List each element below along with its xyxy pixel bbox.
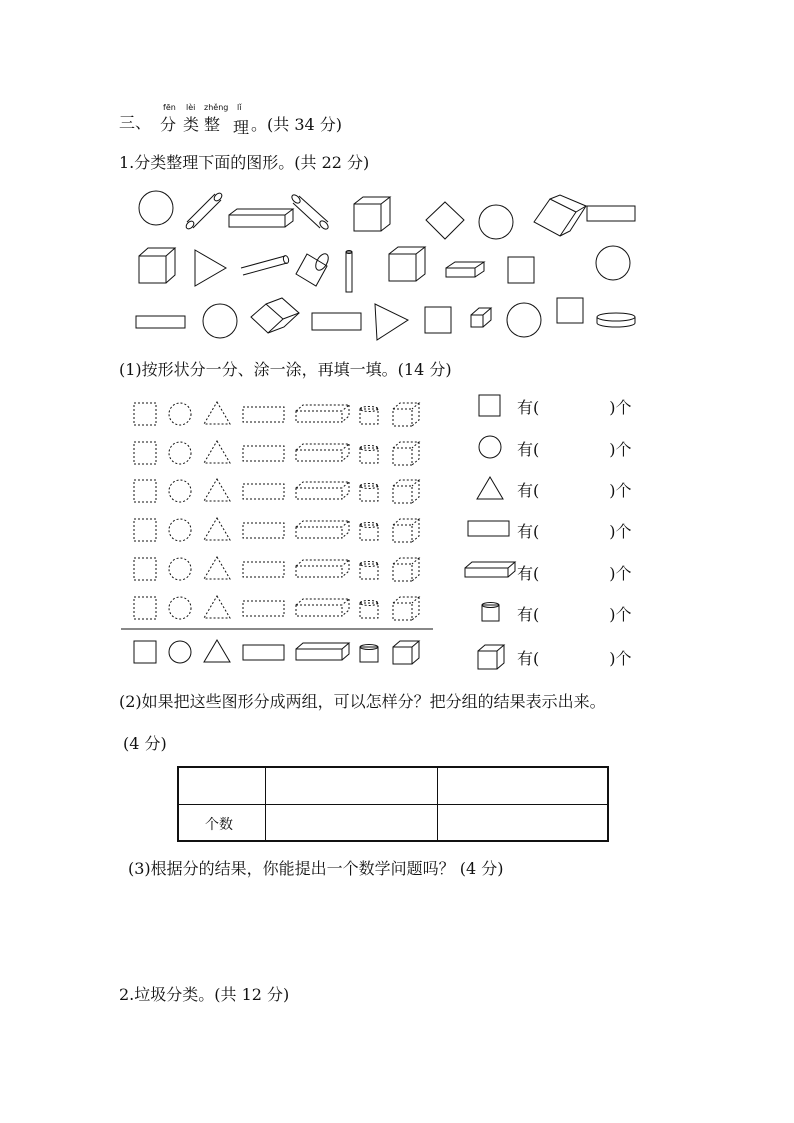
grid-row-6 xyxy=(134,596,419,620)
count-prefix: 有( xyxy=(517,398,540,417)
count-row-cuboid xyxy=(517,561,632,584)
section-score: 。(共 34 分) xyxy=(251,115,343,134)
cylinder-icon xyxy=(482,603,499,622)
count-suffix: )个 xyxy=(609,605,632,624)
count-prefix: 有( xyxy=(517,481,540,500)
count-row-rectangle xyxy=(517,519,632,542)
cuboid-icon xyxy=(465,562,515,577)
count-suffix: )个 xyxy=(609,522,632,541)
grid-label-row xyxy=(134,640,419,664)
section-char-lei: 类 xyxy=(183,115,200,134)
grid-row-4 xyxy=(134,518,419,542)
count-prefix: 有( xyxy=(517,605,540,624)
q1-part2-line2: (4 分) xyxy=(123,734,167,753)
cube-icon xyxy=(478,645,504,669)
count-suffix: )个 xyxy=(609,481,632,500)
count-row-circle xyxy=(517,437,632,460)
pinyin-fen: fēn xyxy=(163,103,176,112)
q1-part1: (1)按形状分一分、涂一涂，再填一填。(14 分) xyxy=(119,360,452,379)
grid-row-3 xyxy=(134,479,419,503)
q2-title: 2.垃圾分类。(共 12 分) xyxy=(119,985,290,1004)
count-row-triangle xyxy=(517,478,632,501)
pinyin-lei: lèi xyxy=(186,103,196,112)
table-group-1-header[interactable] xyxy=(266,768,437,804)
q1-part3: (3)根据分的结果，你能提出一个数学问题吗？ (4 分) xyxy=(128,859,504,878)
section-char-zheng: 整 xyxy=(204,115,221,134)
count-prefix: 有( xyxy=(517,649,540,668)
pinyin-zheng: zhěng xyxy=(204,103,229,112)
pinyin-li: lǐ xyxy=(237,103,242,112)
grid-row-5 xyxy=(134,557,419,581)
square-icon xyxy=(479,395,500,416)
count-row-cylinder xyxy=(517,602,632,625)
grid-row-2 xyxy=(134,441,419,465)
triangle-icon xyxy=(477,477,503,499)
count-suffix: )个 xyxy=(609,398,632,417)
count-prefix: 有( xyxy=(517,564,540,583)
section-char-li: 理 xyxy=(233,118,250,137)
count-prefix: 有( xyxy=(517,440,540,459)
count-suffix: )个 xyxy=(609,440,632,459)
section-char-fen: 分 xyxy=(160,115,177,134)
q1-title: 1.分类整理下面的图形。(共 22 分) xyxy=(119,153,370,172)
circle-icon xyxy=(479,436,501,458)
table-row-label: 个数 xyxy=(205,817,233,833)
table-group-2-count[interactable] xyxy=(438,805,607,840)
q1-part2-line1: (2)如果把这些图形分成两组，可以怎样分？把分组的结果表示出来。 xyxy=(119,692,606,711)
grid-row-1 xyxy=(134,402,419,426)
count-suffix: )个 xyxy=(609,564,632,583)
grouping-table xyxy=(177,766,609,842)
section-number: 三、 xyxy=(119,113,152,132)
count-row-square xyxy=(517,395,632,418)
count-row-cube xyxy=(517,646,632,669)
rectangle-icon xyxy=(468,521,509,536)
count-suffix: )个 xyxy=(609,649,632,668)
table-group-1-count[interactable] xyxy=(266,805,437,840)
table-group-2-header[interactable] xyxy=(438,768,607,804)
count-prefix: 有( xyxy=(517,522,540,541)
table-header-label-cell xyxy=(179,768,265,804)
